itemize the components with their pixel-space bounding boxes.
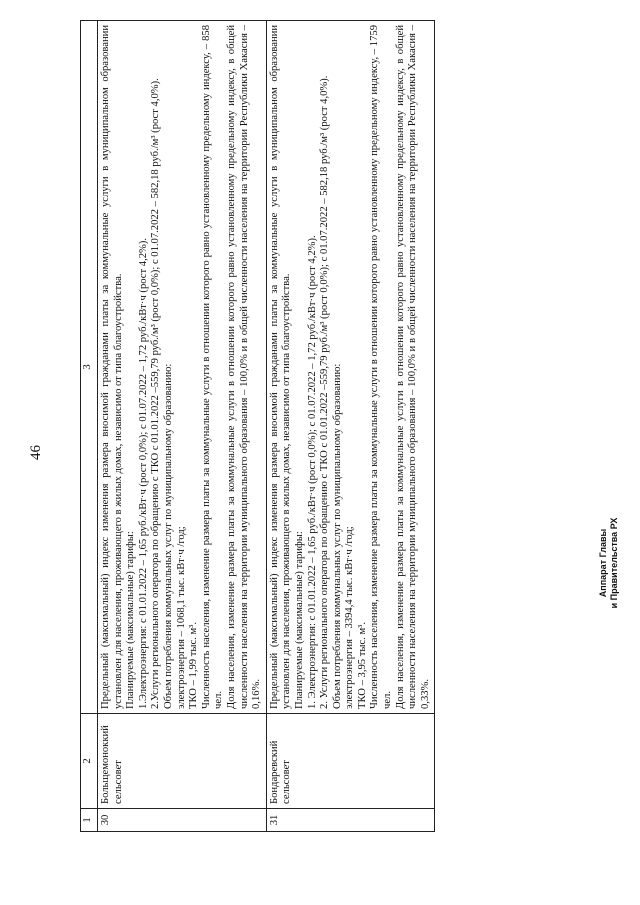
description-line: Объем потребления коммунальных услуг по муниципальному образованию: <box>331 363 343 709</box>
description-line: 2. Услуги регионального оператора по обращению с ТКО с 01.01.2022 –559,79 руб./м³ (рост 0,0%); с 01.07.2022 – 582,18 руб./м³ (рост 4,0%). <box>319 75 331 709</box>
description-line: Численность населения, изменение размера платы за коммунальные услуги в отношении которого равно установленному предельному индексу, – 1759 чел. <box>369 25 394 709</box>
description-line: электроэнергия – 1068,1 тыс. кВт·ч /год; <box>175 526 187 709</box>
description-line: Доля населения, изменение размера платы за коммунальные услуги в отношении которого равно установленному предельному индексу, в общей численности населения на территории муниципального образования – 100,0% и в общей численности населения на территории Республики Хакасия – 0,16%. <box>225 25 263 709</box>
stamp-line: и Правительства РХ <box>609 517 619 609</box>
description-line: Предельный (максимальный) индекс изменения размера вносимой гражданами платы за коммунальные услуги в муниципальном образовании установлен для населения, проживающего в жилых домах, независимо от типа благоустройства. <box>268 25 293 709</box>
header-col-3: 3 <box>81 21 98 714</box>
description-line: Доля населения, изменение размера платы за коммунальные услуги в отношении которого равно установленному предельному индексу, в общей численности населения на территории муниципального образования – 100,0% и в общей численности населения на территории Республики Хакасия – 0,33%. <box>394 25 431 709</box>
tariff-description <box>266 21 435 714</box>
description-line: ТКО – 3,95 тыс. м³. <box>356 622 368 709</box>
description-line: Предельный (максимальный) индекс изменения размера вносимой гражданами платы за коммунальные услуги в муниципальном образовании установлен для населения, проживающего в жилых домах, независимо от типа благоустройства. <box>100 25 124 709</box>
municipality-name: Бондаревский сельсовет <box>266 714 435 809</box>
header-col-1: 1 <box>81 809 98 832</box>
office-stamp <box>598 503 620 623</box>
description-line: 1.Электроэнергия: с 01.01.2022 – 1,65 руб./кВт·ч (рост 0,0%); с 01.07.2022 – 1,72 руб./кВт·ч (рост 4,2%). <box>137 237 149 709</box>
stamp-line: Аппарат Главы <box>598 528 608 598</box>
description-line: электроэнергия – 3394,4 тыс. кВт·ч /год; <box>344 526 356 709</box>
table-row <box>266 21 435 832</box>
description-line: 2.Услуги регионального оператора по обращению с ТКО с 01.01.2022 –559,79 руб./м³ (рост 0,0%); с 01.07.2022 – 582,18 руб./м³ (рост 4,0%). <box>150 78 162 709</box>
header-col-2: 2 <box>81 714 98 809</box>
description-line: ТКО – 1,99 тыс. м³. <box>188 622 200 709</box>
tariff-table <box>80 20 435 832</box>
description-line: Планируемые (максимальные) тарифы: <box>293 531 305 709</box>
description-line: 1. Электроэнергия: с 01.01.2022 – 1,65 руб./кВт·ч (рост 0,0%); с 01.07.2022 – 1,72 руб./кВт·ч (рост 4,2%). <box>306 235 318 709</box>
description-line: Объем потребления коммунальных услуг по муниципальному образованию: <box>162 363 174 709</box>
table-row <box>98 21 267 832</box>
tariff-description <box>98 21 267 714</box>
page-number: 46 <box>28 445 44 460</box>
description-line: Планируемые (максимальные) тарифы: <box>125 531 137 709</box>
table-header-row <box>81 21 98 832</box>
row-number: 30 <box>98 809 267 832</box>
row-number: 31 <box>266 809 435 832</box>
municipality-name: Больщемоноккий сельсовет <box>98 714 267 809</box>
description-line: Численность населения, изменение размера платы за коммунальные услуги в отношении которого равно установленному предельному индексу, – 858 чел. <box>200 25 225 709</box>
